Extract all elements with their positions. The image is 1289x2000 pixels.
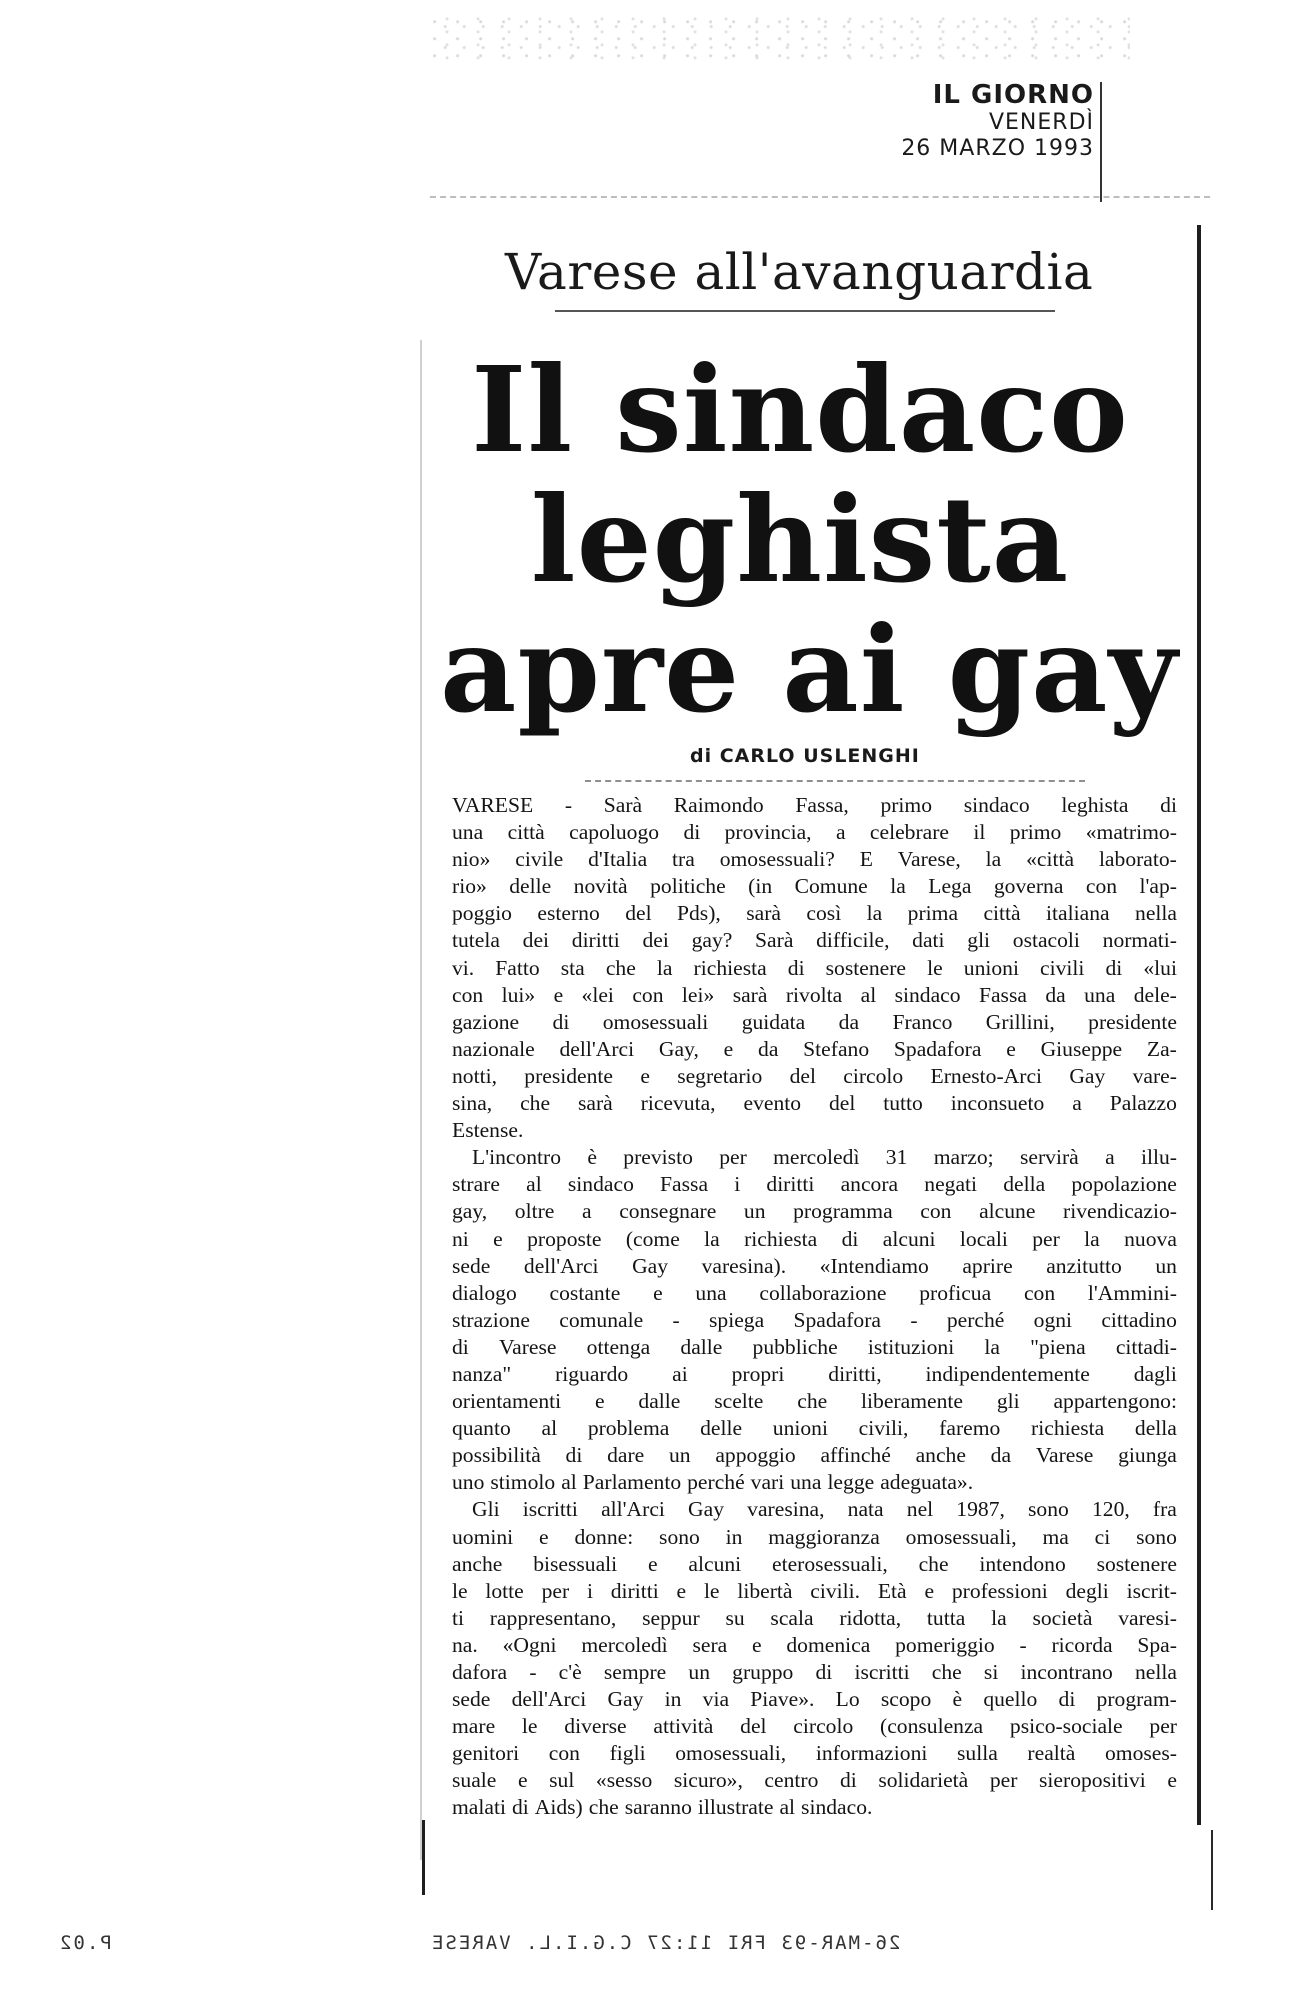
article-line: una città capoluogo di provincia, a celebrare il primo «matrimo- — [452, 820, 1177, 845]
article-line: tutela dei diritti dei gay? Sarà difficile, dati gli ostacoli normati- — [452, 928, 1177, 953]
article-body — [452, 792, 1177, 1822]
article-line: L'incontro è previsto per mercoledì 31 marzo; servirà a illu- — [472, 1145, 1177, 1170]
article-line: dialogo costante e una collaborazione proficua con l'Ammini- — [452, 1280, 1177, 1305]
article-line: strazione comunale - spiega Spadafora - perché ogni cittadino — [452, 1307, 1177, 1332]
article-line: sede dell'Arci Gay in via Piave». Lo scopo è quello di program- — [452, 1687, 1177, 1712]
byline: di CARLO USLENGHI — [690, 745, 920, 767]
article-line: nanza" riguardo ai propri diritti, indipendentemente dagli — [452, 1361, 1177, 1386]
headline-line: Il sindaco — [471, 340, 1129, 479]
article-line: VARESE - Sarà Raimondo Fassa, primo sindaco leghista di — [452, 793, 1177, 817]
article-line: suale e sul «sesso sicuro», centro di solidarietà per sieropositivi e — [452, 1768, 1177, 1793]
masthead-divider — [1100, 82, 1102, 202]
article-line: le lotte per i diritti e le libertà civili. Età e professioni degli iscrit- — [452, 1578, 1177, 1603]
article-line: di Varese ottenga dalle pubbliche istituzioni la "piena cittadi- — [452, 1334, 1177, 1359]
article-line: con lui» e «lei con lei» sarà rivolta al sindaco Fassa da una dele- — [452, 982, 1177, 1007]
article-line: anche bisessuali e alcuni eterosessuali, che intendono sostenere — [452, 1551, 1177, 1576]
article-line: quanto al problema delle unioni civili, faremo richiesta della — [452, 1416, 1177, 1441]
article-line: ni e proposte (come la richiesta di alcuni locali per la nuova — [452, 1226, 1177, 1251]
publication-date: 26 MARZO 1993 — [901, 136, 1094, 161]
article-line: gazione di omosessuali guidata da Franco Grillini, presidente — [452, 1009, 1177, 1034]
fax-page-number: P.02 — [58, 1932, 112, 1954]
clipping-right-rule-lower — [1211, 1830, 1213, 1910]
newspaper-name: IL GIORNO — [932, 80, 1094, 110]
article-line: sede dell'Arci Gay varesina). «Intendiamo aprire anzitutto un — [452, 1253, 1177, 1278]
article-line: Estense. — [452, 1118, 524, 1143]
article-line: nio» civile d'Italia tra omosessuali? E Varese, la «città laborato- — [452, 847, 1177, 872]
article-line: nazionale dell'Arci Gay, e da Stefano Spadafora e Giuseppe Za- — [452, 1036, 1177, 1061]
article-line: sina, che sarà ricevuta, evento del tutto inconsueto a Palazzo — [452, 1091, 1177, 1116]
headline — [440, 340, 1179, 739]
article-line: orientamenti e dalle scelte che liberamente gli appartengono: — [452, 1389, 1177, 1414]
kicker: Varese all'avanguardia — [505, 243, 1094, 301]
headline-line: apre ai gay — [440, 600, 1179, 739]
article-line: malati di Aids) che saranno illustrate al sindaco. — [452, 1795, 873, 1820]
article-line: uomini e donne: sono in maggioranza omosessuali, ma ci sono — [452, 1524, 1177, 1549]
article-line: dafora - c'è sempre un gruppo di iscritti che si incontrano nella — [452, 1660, 1177, 1684]
clipping-top-edge — [430, 196, 1210, 198]
article-line: genitori con figli omosessuali, informazioni sulla realtà omoses- — [452, 1741, 1177, 1766]
publication-day: VENERDÌ — [988, 110, 1094, 135]
article-line: notti, presidente e segretario del circolo Ernesto-Arci Gay vare- — [452, 1063, 1177, 1088]
article-line: uno stimolo al Parlamento perché vari una legge adeguata». — [452, 1470, 974, 1495]
article-line: vi. Fatto sta che la richiesta di sostenere le unioni civili di «lui — [452, 955, 1177, 980]
scan-noise — [430, 15, 1130, 60]
article-line: Gli iscritti all'Arci Gay varesina, nata nel 1987, sono 120, fra — [472, 1497, 1177, 1522]
article-line: rio» delle novità politiche (in Comune la Lega governa con l'ap- — [452, 874, 1177, 899]
kicker-rule — [555, 310, 1055, 312]
article-line: strare al sindaco Fassa i diritti ancora negati della popolazione — [452, 1172, 1177, 1197]
headline-line: leghista — [530, 470, 1070, 609]
masthead — [901, 80, 1094, 162]
clipping-left-edge — [420, 340, 422, 1860]
article-line: poggio esterno del Pds), sarà così la prima città italiana nella — [452, 901, 1177, 926]
article-line: gay, oltre a consegnare un programma con alcune rivendicazio- — [452, 1199, 1177, 1224]
article-line: mare le diverse attività del circolo (consulenza psico-sociale per — [452, 1714, 1177, 1739]
clipping-left-rule — [422, 1820, 425, 1895]
article-line: na. «Ogni mercoledì sera e domenica pomeriggio - ricorda Spa- — [452, 1632, 1177, 1657]
article-line: possibilità di dare un appoggio affinché anche da Varese giunga — [452, 1443, 1177, 1468]
fax-transmission-header: 26-MAR-93 FRI 11:27 C.G.I.L. VARESE — [430, 1932, 901, 1954]
byline-rule — [585, 780, 1085, 782]
clipping-right-rule — [1197, 225, 1201, 1825]
article-line: ti rappresentano, seppur su scala ridotta, tutta la società varesi- — [452, 1605, 1177, 1630]
